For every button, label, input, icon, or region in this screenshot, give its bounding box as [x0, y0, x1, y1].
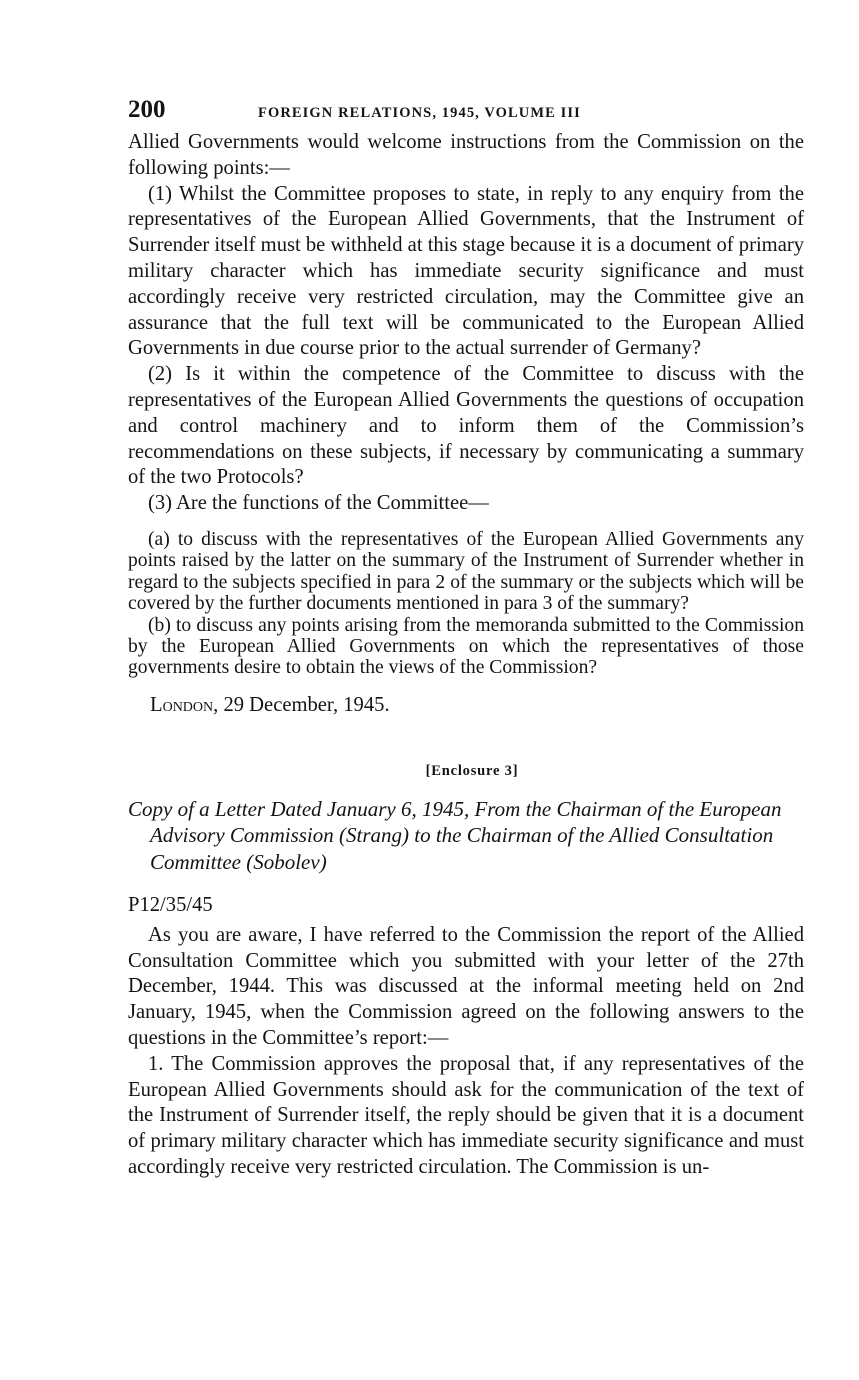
question-1: (1) Whilst the Committee proposes to state, in reply to any enquiry from the representatives of the European Allied Governments, that the Instrument of Surrender itself must be withheld at this stage because it is a document of primary military character which has immediate security significance and must accordingly receive very restricted circulation, may the Committee give an assurance that the full text will be communicated to the European Allied Governments in due course prior to the actual surrender of Germany? — [128, 182, 804, 360]
question-2: (2) Is it within the competence of the Committee to discuss with the representatives of the European Allied Governments the questions of occupation and control machinery and to inform them of the Commission’s recommendations on these subjects, if necessary by communicating a summary of the two Protocols? — [128, 363, 804, 489]
running-head-title: FOREIGN RELATIONS, 1945, VOLUME III — [258, 105, 581, 121]
question-3-subitems — [128, 529, 804, 679]
page-number: 200 — [128, 96, 166, 123]
place: London, — [150, 693, 219, 716]
intro-paragraph: Allied Governments would welcome instructions from the Commission on the following points:— — [128, 131, 804, 179]
question-3b: (b) to discuss any points arising from the memoranda submitted to the Commission by the European Allied Governments on which the representatives of those governments desire to obtain the views of the Commission? — [128, 614, 804, 679]
running-head — [128, 96, 804, 130]
question-3: (3) Are the functions of the Committee— — [148, 492, 489, 515]
enclosure-title: Copy of a Letter Dated January 6, 1945, From the Chairman of the European Advisory Commission (Strang) to the Chairman of the Allied Consultation Committee (Sobolev) — [128, 796, 782, 874]
document-page — [128, 96, 804, 1181]
date: 29 December, 1945. — [223, 693, 390, 716]
enclosure-label: [Enclosure 3] — [425, 762, 519, 779]
question-3a: (a) to discuss with the representatives of the European Allied Governments any points raised by the latter on the summary of the Instrument of Surrender whether in regard to the subjects specified in para 2 of the summary or the subjects which will be covered by the further documents mentioned in para 3 of the summary? — [128, 528, 804, 615]
reference-number: P12/35/45 — [128, 894, 213, 917]
letter-paragraph-1: As you are aware, I have referred to the Commission the report of the Allied Consultation Committee which you submitted with your letter of the 27th December, 1944. This was discussed at the informal meeting held on 2nd January, 1945, when the Commission agreed on the following answers to the questions in the Committee’s report:— — [128, 923, 804, 1050]
place-date-line — [150, 693, 804, 719]
letter-paragraph-2: 1. The Commission approves the proposal that, if any representatives of the European Allied Governments should ask for the communication of the text of the Instrument of Surrender itself, the reply should be given that it is a document of primary military character which has immediate security significance and must accordingly receive very restricted circulation. The Commission is un- — [128, 1052, 804, 1179]
